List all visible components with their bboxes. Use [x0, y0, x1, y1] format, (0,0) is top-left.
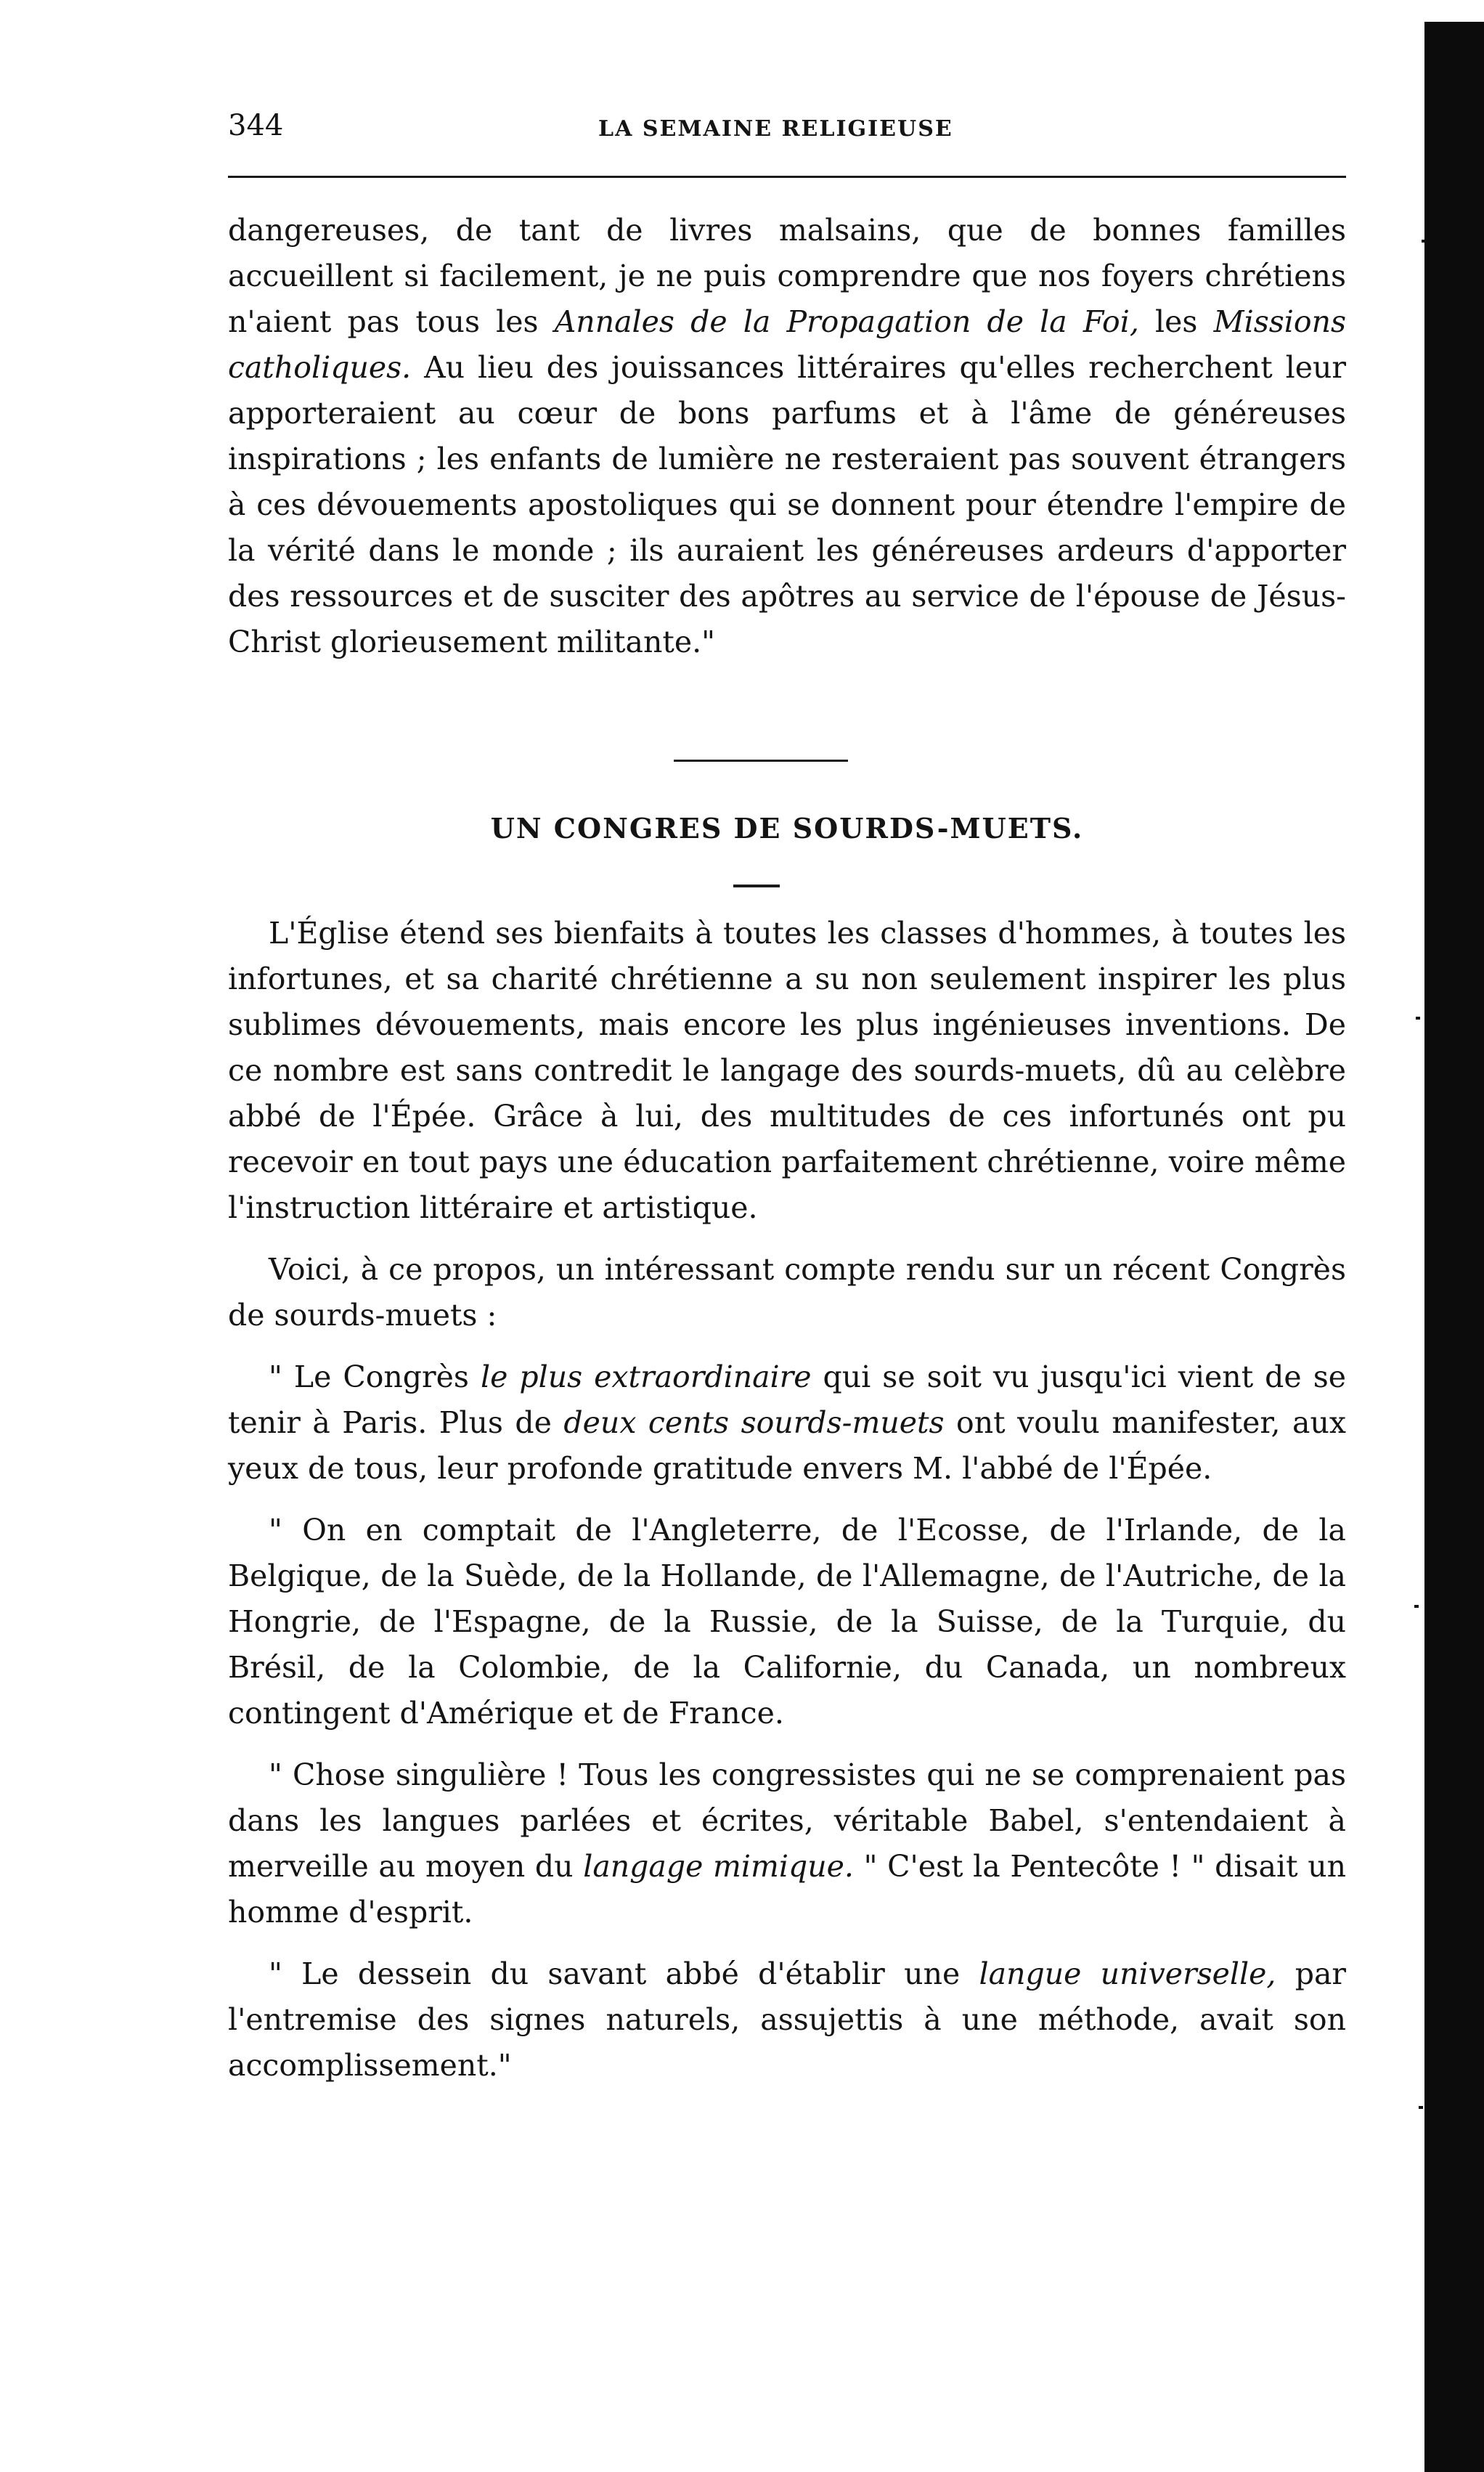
- italic-run: deux cents sourds-muets: [563, 1405, 945, 1440]
- paragraph-1: L'Église étend ses bienfaits à toutes les classes d'hommes, à toutes les infortunes, et sa charité chrétienne a su non seulement inspirer les plus sublimes dévouements, mais encore les plus ingénieuses inventions. De ce nombre est sans contredit le langage des sourds-muets, dû au celèbre abbé de l'Épée. Grâce à lui, des multitudes de ces infortunés ont pu recevoir en tout pays une éducation parfaitement chrétienne, voire même l'instruction littéraire et artistique.: [228, 916, 1346, 1225]
- paragraph-6: [228, 1951, 1346, 2089]
- text-run: " C'est la Pentecôte ! " disait un homme d'esprit.: [228, 1849, 1347, 1930]
- text-run: les: [1138, 304, 1214, 339]
- scan-speck: [1422, 240, 1426, 243]
- scan-edge-shadow: [1424, 22, 1484, 2472]
- text-run: qui se soit vu jusqu'ici vient de se tenir à Paris. Plus de: [228, 1359, 1346, 1440]
- paragraph-5: [228, 1752, 1346, 1935]
- paragraph-3: [228, 1354, 1346, 1492]
- text-run: par l'entremise des signes naturels, assujettis à une méthode, avait son accomplissement.": [228, 1956, 1346, 2083]
- section-body: [228, 911, 1346, 2105]
- title-underline-dash: [733, 885, 780, 887]
- header-rule: [228, 176, 1346, 178]
- running-title: LA SEMAINE RELIGIEUSE: [598, 116, 953, 142]
- scan-speck: [1416, 1017, 1420, 1020]
- page-number: 344: [228, 109, 284, 142]
- paragraph-4: " On en comptait de l'Angleterre, de l'Ecosse, de l'Irlande, de la Belgique, de la Suède, de la Hollande, de l'Allemagne, de l'Autriche, de la Hongrie, de l'Espagne, de la Russie, de la Suisse, de la Turquie, du Brésil, de la Colombie, de la Californie, du Canada, un nombreux contingent d'Amérique et de France.: [228, 1513, 1346, 1731]
- text-run: Au lieu des jouissances littéraires qu'elles recherchent leur apporteraient au cœur de bons parfums et à l'âme de généreuses inspirations ; les enfants de lumière ne resteraient pas souvent étrangers à ces dévouements apostoliques qui se donnent pour étendre l'empire de la vérité dans le monde ; ils auraient les généreuses ardeurs d'apporter des ressources et de susciter des apôtres au service de l'épouse de Jésus-Christ glorieusement militante.": [228, 350, 1346, 659]
- title-annales: Annales de la Propagation de la Foi,: [554, 304, 1139, 339]
- text-run: " Le dessein du savant abbé d'établir une: [269, 1956, 979, 1991]
- italic-run: le plus extraordinaire: [480, 1359, 812, 1394]
- text-run: dangereuses, de tant de livres malsains, que de bonnes familles accueillent si facilement, je ne puis comprendre que nos foyers chrétiens n'aient pas tous les: [228, 213, 1346, 339]
- continuation-paragraph: [228, 208, 1346, 665]
- scan-speck: [1419, 2106, 1423, 2109]
- scan-edge-specks: [1413, 0, 1427, 2472]
- text-run: " Le Congrès: [269, 1359, 481, 1394]
- scan-speck: [1414, 1605, 1419, 1608]
- section-separator-rule: [674, 760, 848, 762]
- paragraph-2: Voici, à ce propos, un intéressant compte rendu sur un récent Congrès de sourds-muets :: [228, 1252, 1346, 1333]
- title-missions: Missions catholiques.: [228, 304, 1347, 385]
- page-header: [228, 109, 1346, 153]
- continuation-text: [228, 208, 1346, 665]
- text-run: ont voulu manifester, aux yeux de tous, leur profonde gratitude envers M. l'abbé de l'Épée.: [228, 1405, 1346, 1486]
- italic-run: langue universelle,: [979, 1956, 1276, 1991]
- section-title: UN CONGRES DE SOURDS-MUETS.: [490, 812, 1084, 845]
- italic-run: langage mimique.: [583, 1849, 854, 1884]
- text-run: " Chose singulière ! Tous les congressistes qui ne se comprenaient pas dans les langues parlées et écrites, véritable Babel, s'entendaient à merveille au moyen du: [228, 1757, 1346, 1884]
